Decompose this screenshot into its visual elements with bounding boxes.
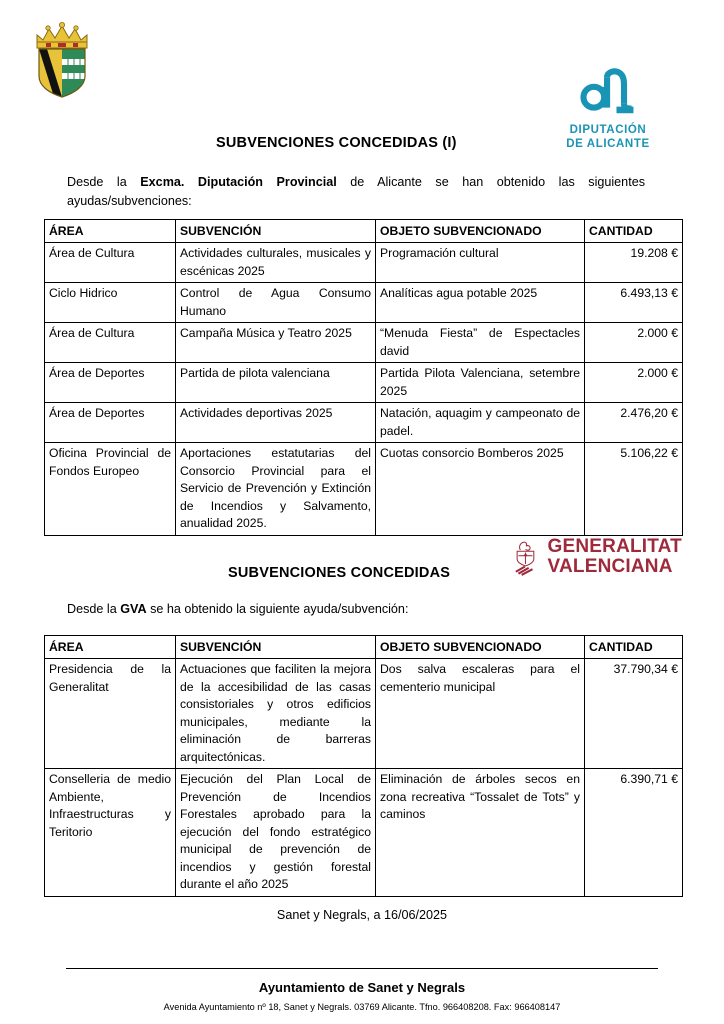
cell-subvencion: Control de Agua Consumo Humano [176, 283, 376, 323]
intro-2-bold: GVA [120, 602, 147, 616]
cell-area: Área de Deportes [45, 363, 176, 403]
cell-objeto: Partida Pilota Valenciana, setembre 2025 [376, 363, 585, 403]
table-header-row [45, 220, 683, 243]
cell-area: Oficina Provincial de Fondos Europeo [45, 443, 176, 536]
footer-divider [66, 968, 658, 969]
cell-subvencion: Actividades culturales, musicales y escénicas 2025 [176, 243, 376, 283]
cell-subvencion: Partida de pilota valenciana [176, 363, 376, 403]
diputacion-logo-line1: DIPUTACIÓN [569, 124, 647, 136]
cell-subvencion: Actividades deportivas 2025 [176, 403, 376, 443]
intro-2-post: se ha obtenido la siguiente ayuda/subvención: [146, 602, 409, 616]
generalitat-logo-line1: GENERALITAT [547, 536, 682, 557]
footer-address: Avenida Ayuntamiento nº 18, Sanet y Negrals. 03769 Alicante. Tfno. 966408208. Fax: 966408147 [163, 1002, 561, 1012]
subsidies-table-diputacion [44, 219, 683, 536]
intro-1-bold: Excma. Diputación Provincial [140, 175, 337, 189]
cell-cantidad: 6.390,71 € [585, 769, 683, 897]
column-header-subvencion: SUBVENCIÓN [176, 636, 376, 659]
footer-entity-name: Ayuntamiento de Sanet y Negrals [258, 980, 466, 995]
column-header-cantidad: CANTIDAD [585, 636, 683, 659]
cell-objeto: Natación, aquagim y campeonato de padel. [376, 403, 585, 443]
cell-subvencion: Actuaciones que faciliten la mejora de la accesibilidad de las casas consistoriales y otros edificios municipales, mediante la eliminación de barreras arquitectónicas. [176, 659, 376, 769]
intro-paragraph-1 [67, 173, 645, 211]
column-header-area: ÁREA [45, 636, 176, 659]
cell-area: Ciclo Hidrico [45, 283, 176, 323]
cell-objeto: Eliminación de árboles secos en zona recreativa “Tossalet de Tots” y caminos [376, 769, 585, 897]
diputacion-alicante-logo [528, 66, 688, 151]
cell-cantidad: 5.106,22 € [585, 443, 683, 536]
subsidies-table-gva [44, 635, 683, 897]
table-row [45, 443, 683, 536]
cell-objeto: “Menuda Fiesta” de Espectacles david [376, 323, 585, 363]
table-row [45, 283, 683, 323]
cell-cantidad: 2.000 € [585, 363, 683, 403]
cell-objeto: Cuotas consorcio Bomberos 2025 [376, 443, 585, 536]
page-title-1: SUBVENCIONES CONCEDIDAS (I) [216, 135, 457, 151]
column-header-objeto: OBJETO SUBVENCIONADO [376, 220, 585, 243]
cell-cantidad: 2.000 € [585, 323, 683, 363]
cell-objeto: Dos salva escaleras para el cementerio municipal [376, 659, 585, 769]
table-row [45, 323, 683, 363]
cell-cantidad: 37.790,34 € [585, 659, 683, 769]
column-header-objeto: OBJETO SUBVENCIONADO [376, 636, 585, 659]
table-row [45, 769, 683, 897]
table-row [45, 363, 683, 403]
column-header-subvencion: SUBVENCIÓN [176, 220, 376, 243]
table-header-row [45, 636, 683, 659]
cell-objeto: Analíticas agua potable 2025 [376, 283, 585, 323]
cell-area: Conselleria de medio Ambiente, Infraestructuras y Teritorio [45, 769, 176, 897]
column-header-cantidad: CANTIDAD [585, 220, 683, 243]
diputacion-logo-line2: DE ALICANTE [566, 138, 650, 150]
cell-area: Área de Cultura [45, 323, 176, 363]
diputacion-monogram-icon [575, 66, 641, 119]
coat-of-arms-icon [27, 18, 97, 98]
generalitat-logo-line2: VALENCIANA [547, 556, 673, 577]
intro-2-pre: Desde la [67, 602, 121, 616]
generalitat-emblem-icon [512, 532, 542, 582]
cell-cantidad: 6.493,13 € [585, 283, 683, 323]
intro-1-pre: Desde la [67, 175, 141, 189]
cell-subvencion: Aportaciones estatutarias del Consorcio Provincial para el Servicio de Prevención y Extinción de Incendios y Salvamento, anualidad 2025. [176, 443, 376, 536]
cell-area: Área de Cultura [45, 243, 176, 283]
table-row [45, 403, 683, 443]
page-title-2: SUBVENCIONES CONCEDIDAS [228, 565, 451, 581]
column-header-area: ÁREA [45, 220, 176, 243]
cell-objeto: Programación cultural [376, 243, 585, 283]
cell-area: Presidencia de la Generalitat [45, 659, 176, 769]
intro-1-post: de Alicante se han obtenido las siguientes ayudas/subvenciones: [67, 175, 645, 208]
cell-area: Área de Deportes [45, 403, 176, 443]
table-row [45, 659, 683, 769]
signature-date: Sanet y Negrals, a 16/06/2025 [276, 908, 448, 922]
cell-subvencion: Ejecución del Plan Local de Prevención de Incendios Forestales aprobado para la ejecución del fondo estratégico municipal de prevención de incendios y gestión forestal durante el año 2025 [176, 769, 376, 897]
generalitat-valenciana-logo [512, 531, 682, 583]
table-row [45, 243, 683, 283]
cell-subvencion: Campaña Música y Teatro 2025 [176, 323, 376, 363]
cell-cantidad: 19.208 € [585, 243, 683, 283]
intro-paragraph-2 [67, 600, 645, 619]
cell-cantidad: 2.476,20 € [585, 403, 683, 443]
